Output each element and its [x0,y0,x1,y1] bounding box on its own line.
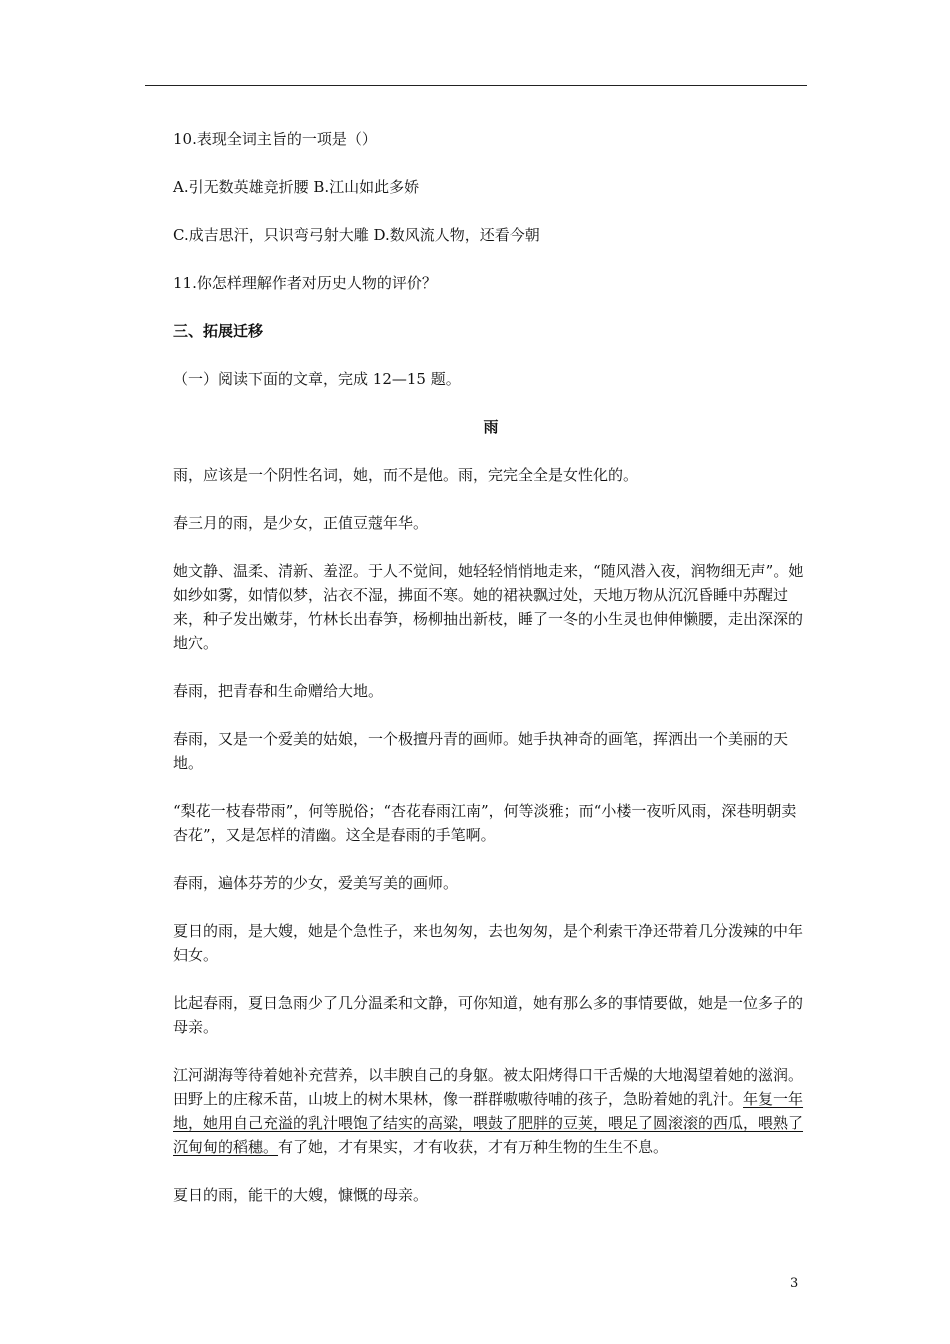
paragraph-text: 江河湖海等待着她补充营养，以丰腴自己的身躯。被太阳烤得口干舌燥的大地渴望着她的滋润。田野上的庄稼禾苗，山坡上的树木果林，像一群群嗷嗷待哺的孩子，急盼着她的乳汁。 [173,1066,804,1108]
article-paragraph: 春雨，又是一个爱美的姑娘，一个极擅丹青的画师。她手执神奇的画笔，挥洒出一个美丽的天地。 [173,730,789,772]
article-paragraph: 夏日的雨，是大嫂，她是个急性子，来也匆匆，去也匆匆，是个利索干净还带着几分泼辣的中年妇女。 [173,922,804,964]
article-title: 雨 [483,418,499,436]
section-heading: 三、拓展迁移 [173,322,264,340]
article-paragraph: 她文静、温柔、清新、羞涩。于人不觉间，她轻轻悄悄地走来，“随风潜入夜，润物细无声”。她如纱如雾，如情似梦，沾衣不湿，拂面不寒。她的裙袂飘过处，天地万物从沉沉昏睡中苏醒过来，种子发出嫩芽，竹林长出春笋，杨柳抽出新枝，睡了一冬的小生灵也伸伸懒腰，走出深深的地穴。 [173,562,804,652]
document-body [173,127,809,1231]
article-paragraph [173,1063,809,1159]
article-paragraph: 雨，应该是一个阴性名词，她，而不是他。雨，完完全全是女性化的。 [173,466,639,484]
paragraph-text: 有了她，才有果实，才有收获，才有万种生物的生生不息。 [278,1138,669,1156]
page-number: 3 [790,1276,799,1291]
article-paragraph: 夏日的雨，能干的大嫂，慷慨的母亲。 [173,1186,429,1204]
article-paragraph: 春雨，把青春和生命赠给大地。 [173,682,384,700]
question-10: 10.表现全词主旨的一项是（） [173,130,377,148]
reading-instructions: （一）阅读下面的文章，完成 12—15 题。 [173,370,461,388]
article-paragraph: 春雨，遍体芬芳的少女，爱美写美的画师。 [173,874,459,892]
underlined-sentence: 年复一年地，她用自己充溢的乳汁喂饱了结实的高粱，喂鼓了肥胖的豆荚，喂足了圆滚滚的西瓜，喂熟了沉甸甸的稻穗。 [173,1090,804,1156]
header-rule [145,85,807,86]
question-10-options-ab: A.引无数英雄竞折腰 B.江山如此多娇 [173,178,420,196]
article-paragraph: “梨花一枝春带雨”，何等脱俗；“杏花春雨江南”，何等淡雅；而“小楼一夜听风雨，深巷明朝卖杏花”，又是怎样的清幽。这全是春雨的手笔啊。 [173,802,797,844]
question-11: 11.你怎样理解作者对历史人物的评价？ [173,274,437,292]
article-paragraph: 春三月的雨，是少女，正值豆蔻年华。 [173,514,429,532]
article-paragraph: 比起春雨，夏日急雨少了几分温柔和文静，可你知道，她有那么多的事情要做，她是一位多子的母亲。 [173,994,804,1036]
question-10-options-cd: C.成吉思汗，只识弯弓射大雕 D.数风流人物，还看今朝 [173,226,540,244]
